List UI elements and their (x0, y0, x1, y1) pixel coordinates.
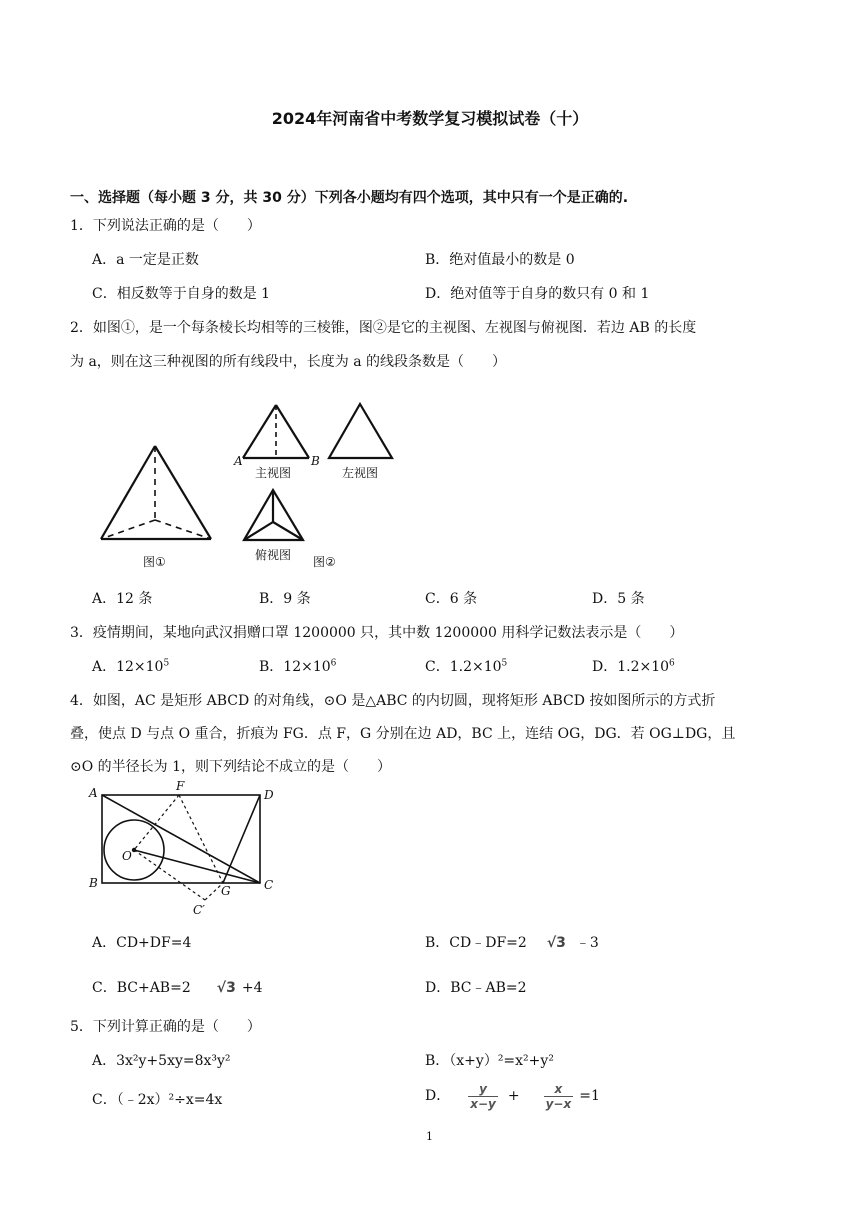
q5-option-b: B．（x+y）²=x²+y² (425, 1053, 554, 1069)
front-view-label-b: B (311, 454, 320, 468)
q4-label-b: B (89, 876, 98, 890)
front-view-caption: 主视图 (255, 466, 292, 480)
q1-option-b: B．绝对值最小的数是 0 (425, 252, 575, 268)
q4-option-c: C．BC+AB=2 √3 +4 (92, 980, 263, 996)
q1-stem: 1．下列说法正确的是（ ） (70, 218, 261, 234)
q1-option-c: C．相反数等于自身的数是 1 (92, 286, 271, 302)
q5-d-fraction-1: $\frac{y}{x-y}$ (470, 1081, 496, 1111)
top-view-caption: 俯视图 (255, 548, 292, 562)
q4-label-c: C (264, 878, 274, 892)
q4-label-f: F (176, 779, 185, 793)
q2-option-d: D．5 条 (592, 591, 645, 607)
front-view-label-a: A (234, 454, 243, 468)
q4-label-o: O (122, 849, 132, 863)
q2-option-b: B．9 条 (259, 591, 311, 607)
q5-option-a: A．3x²y+5xy=8x³y² (92, 1053, 231, 1069)
q4-option-b: B．CD﹣DF=2 √3 ﹣3 (425, 935, 599, 951)
fig2-caption: 图② (313, 555, 336, 569)
page-number: 1 (426, 1130, 433, 1143)
q4-label-g: G (221, 884, 231, 898)
q2-stem-line2: 为 a，则在这三种视图的所有线段中，长度为 a 的线段条数是（ ） (70, 354, 507, 370)
q4-option-a: A．CD+DF=4 (92, 935, 192, 951)
q4-stem-line2: 叠，使点 D 与点 O 重合，折痕为 FG．点 F，G 分别在边 AD，BC 上，连结 OG，DG．若 OG⊥DG，且 (70, 726, 736, 742)
q4-label-a: A (89, 786, 98, 800)
page-title: 2024年河南省中考数学复习模拟试卷（十） (271, 109, 589, 128)
q5-option-d: D． $\frac{y}{x-y}$ + $\frac{x}{y-x}$ =1 (425, 1081, 600, 1111)
q4-option-d: D．BC﹣AB=2 (425, 980, 527, 996)
section-heading: 一、选择题（每小题 3 分，共 30 分）下列各小题均有四个选项，其中只有一个是正确的. (70, 190, 629, 206)
q2-stem-line1: 2．如图①，是一个每条棱长均相等的三棱锥，图②是它的主视图、左视图与俯视图．若边 AB 的长度 (70, 320, 697, 336)
q3-option-b: B．$12\times 10^6$ (259, 658, 337, 675)
q2-option-c: C．6 条 (425, 591, 478, 607)
q3-option-a: A．$12\times 10^5$ (92, 658, 170, 675)
q5-stem: 5．下列计算正确的是（ ） (70, 1019, 261, 1035)
q4-label-d: D (264, 788, 274, 802)
left-view-caption: 左视图 (342, 466, 379, 480)
q2-option-a: A．12 条 (92, 591, 153, 607)
q3-option-c: C．$1.2\times 10^5$ (425, 658, 508, 675)
q4-stem-line1: 4．如图，AC 是矩形 ABCD 的对角线，⊙O 是△ABC 的内切圆，现将矩形 ABCD 按如图所示的方式折 (70, 693, 716, 709)
q3-stem: 3．疫情期间，某地向武汉捐赠口罩 1200000 只，其中数 1200000 用科学记数法表示是（ ） (70, 625, 684, 641)
fig1-caption: 图① (143, 555, 166, 569)
q5-d-fraction-2: $\frac{x}{y-x}$ (545, 1081, 572, 1111)
q1-option-a: A．a 一定是正数 (92, 252, 199, 268)
q4-label-c-prime: C′ (193, 903, 205, 917)
q3-option-d: D．$1.2\times 10^6$ (592, 658, 675, 675)
q1-option-d: D．绝对值等于自身的数只有 0 和 1 (425, 286, 650, 302)
q5-option-c: C．（﹣2x）²÷x=4x (92, 1092, 223, 1108)
q4-stem-line3: ⊙O 的半径长为 1，则下列结论不成立的是（ ） (70, 759, 392, 775)
